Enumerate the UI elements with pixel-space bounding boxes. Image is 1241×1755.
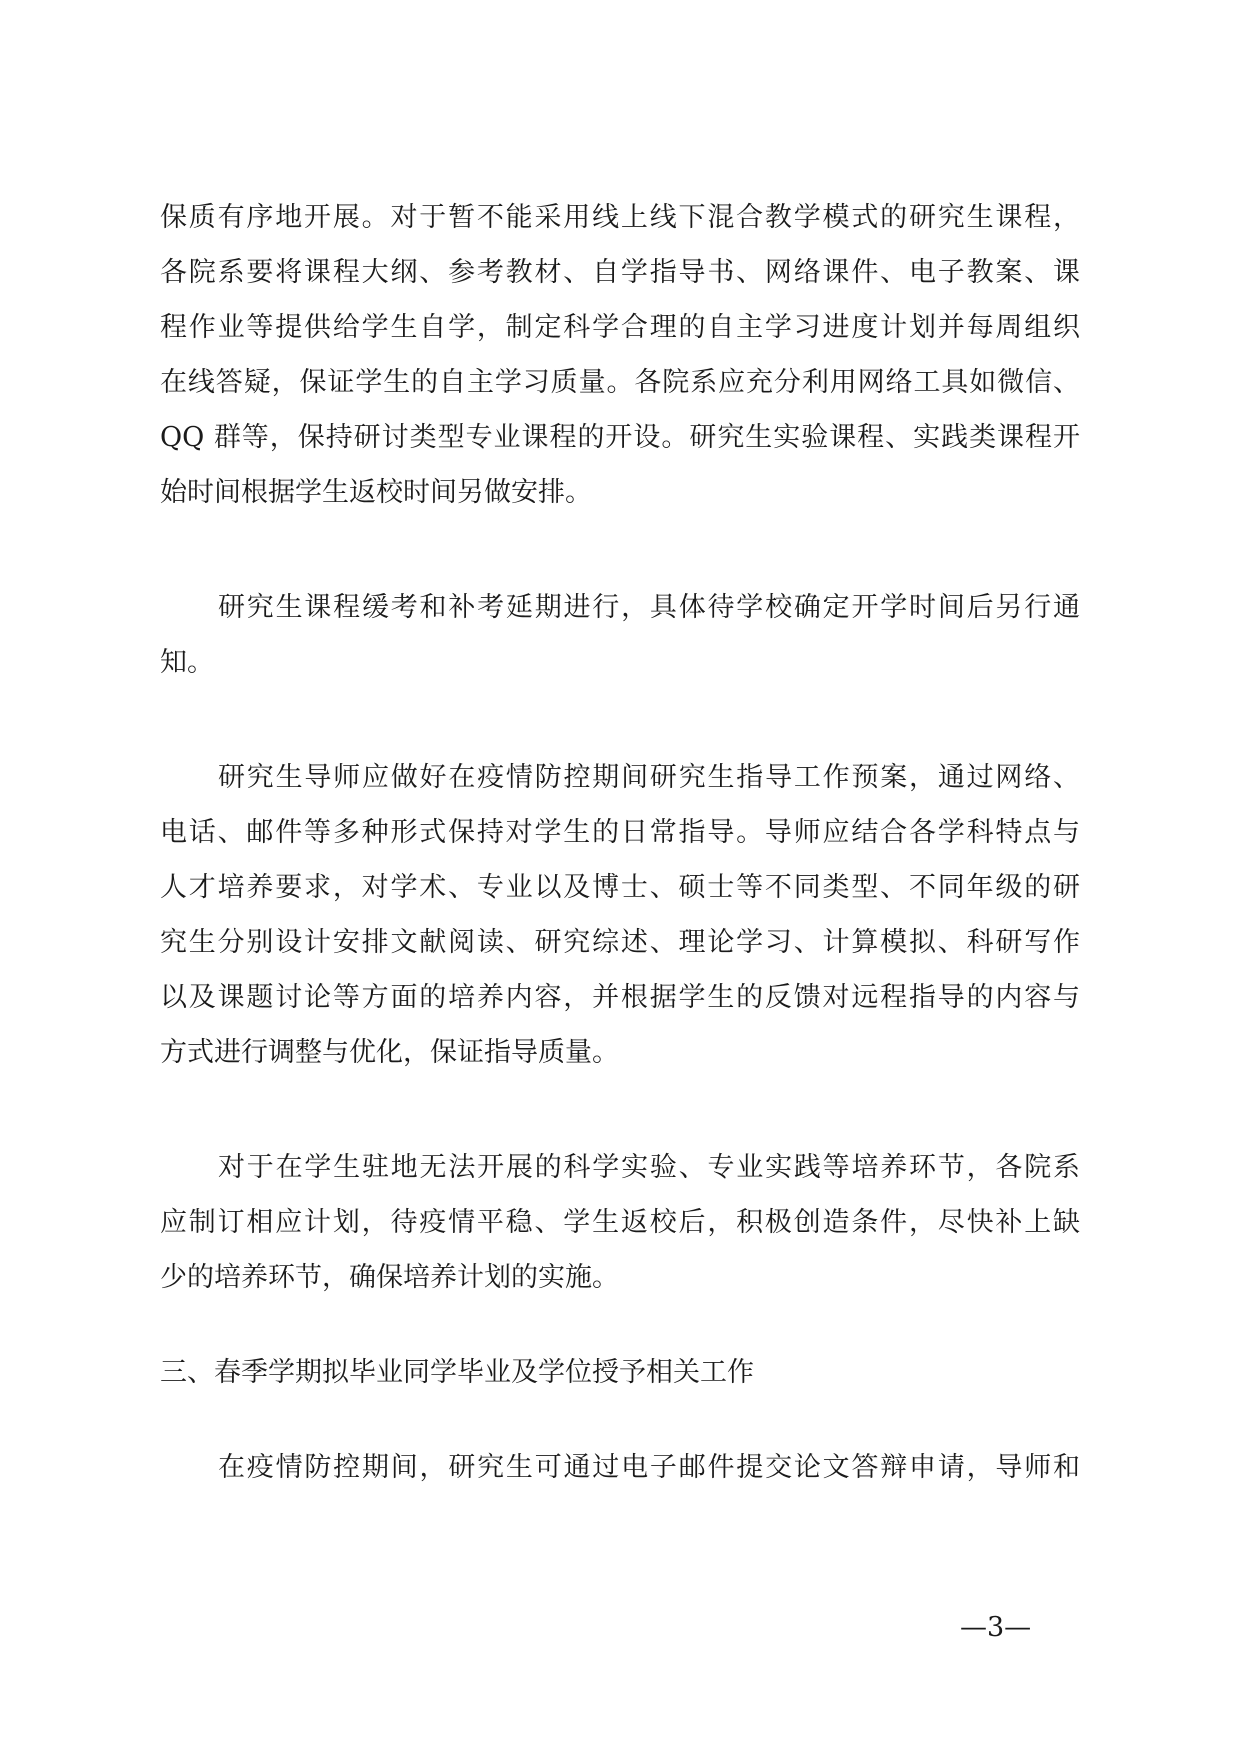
- text-line: 研究生导师应做好在疫情防控期间研究生指导工作预案，通过网络、: [218, 762, 1080, 793]
- text-line: 保质有序地开展。对于暂不能采用线上线下混合教学模式的研究生课程，: [160, 202, 1080, 233]
- text-line: 方式进行调整与优化，保证指导质量。: [160, 1037, 619, 1068]
- text-line: 对于在学生驻地无法开展的科学实验、专业实践等培养环节，各院系: [218, 1152, 1080, 1183]
- text-line: 人才培养要求，对学术、专业以及博士、硕士等不同类型、不同年级的研: [160, 872, 1080, 903]
- text-line: 电话、邮件等多种形式保持对学生的日常指导。导师应结合各学科特点与: [160, 817, 1080, 848]
- text-line: 在疫情防控期间，研究生可通过电子邮件提交论文答辩申请，导师和: [218, 1452, 1080, 1483]
- page-number: —3—: [960, 1612, 1032, 1643]
- text-line: 始时间根据学生返校时间另做安排。: [160, 477, 592, 508]
- section-heading: 三、春季学期拟毕业同学毕业及学位授予相关工作: [160, 1357, 754, 1388]
- text-line: 以及课题讨论等方面的培养内容，并根据学生的反馈对远程指导的内容与: [160, 982, 1080, 1013]
- text-line: 程作业等提供给学生自学，制定科学合理的自主学习进度计划并每周组织: [160, 312, 1080, 343]
- text-line: QQ 群等，保持研讨类型专业课程的开设。研究生实验课程、实践类课程开: [160, 422, 1080, 453]
- text-line: 知。: [160, 647, 214, 678]
- text-line: 应制订相应计划，待疫情平稳、学生返校后，积极创造条件，尽快补上缺: [160, 1207, 1080, 1238]
- text-line: 少的培养环节，确保培养计划的实施。: [160, 1262, 619, 1293]
- text-line: 究生分别设计安排文献阅读、研究综述、理论学习、计算模拟、科研写作: [160, 927, 1080, 958]
- text-line: 各院系要将课程大纲、参考教材、自学指导书、网络课件、电子教案、课: [160, 257, 1080, 288]
- text-line: 研究生课程缓考和补考延期进行，具体待学校确定开学时间后另行通: [218, 592, 1080, 623]
- text-line: 在线答疑，保证学生的自主学习质量。各院系应充分利用网络工具如微信、: [160, 367, 1080, 398]
